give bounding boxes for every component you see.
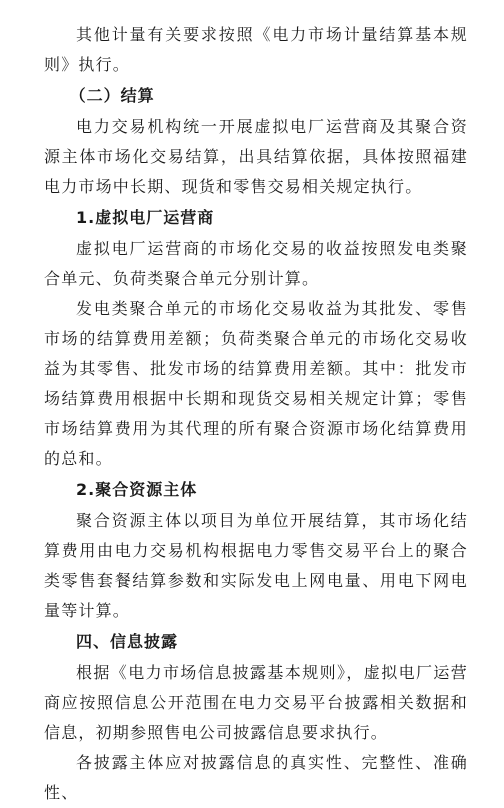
document-page	[44, 20, 468, 808]
paragraph-disclosure-responsibility: 各披露主体应对披露信息的真实性、完整性、准确性、	[44, 753, 468, 802]
paragraph-disclosure-rules: 根据《电力市场信息披露基本规则》，虚拟电厂运营商应按照信息公开范围在电力交易平台披露相关数据和信息，初期参照售电公司披露信息要求执行。	[44, 663, 468, 742]
paragraph-vpp-revenue: 虚拟电厂运营商的市场化交易的收益按照发电类聚合单元、负荷类聚合单元分别计算。	[44, 239, 468, 288]
heading-information-disclosure: 四、信息披露	[76, 632, 179, 651]
paragraph-aggregated-settlement: 聚合资源主体以项目为单位开展结算，其市场化结算费用由电力交易机构根据电力零售交易平台上的聚合类零售套餐结算参数和实际发电上网电量、用电下网电量等计算。	[44, 511, 468, 620]
heading-vpp-operator: 1.虚拟电厂运营商	[76, 208, 215, 227]
heading-aggregated-resources: 2.聚合资源主体	[76, 480, 198, 499]
paragraph-settlement: 电力交易机构统一开展虚拟电厂运营商及其聚合资源主体市场化交易结算，出具结算依据，具体按照福建电力市场中长期、现货和零售交易相关规定执行。	[44, 117, 468, 196]
paragraph-metering: 其他计量有关要求按照《电力市场计量结算基本规则》执行。	[44, 25, 468, 74]
paragraph-aggregation-units: 发电类聚合单元的市场化交易收益为其批发、零售市场的结算费用差额；负荷类聚合单元的市场化交易收益为其零售、批发市场的结算费用差额。其中：批发市场结算费用根据中长期和现货交易相关规定计算；零售市场结算费用为其代理的所有聚合资源市场化结算费用的总和。	[44, 299, 468, 468]
heading-settlement: （二）结算	[69, 86, 155, 105]
